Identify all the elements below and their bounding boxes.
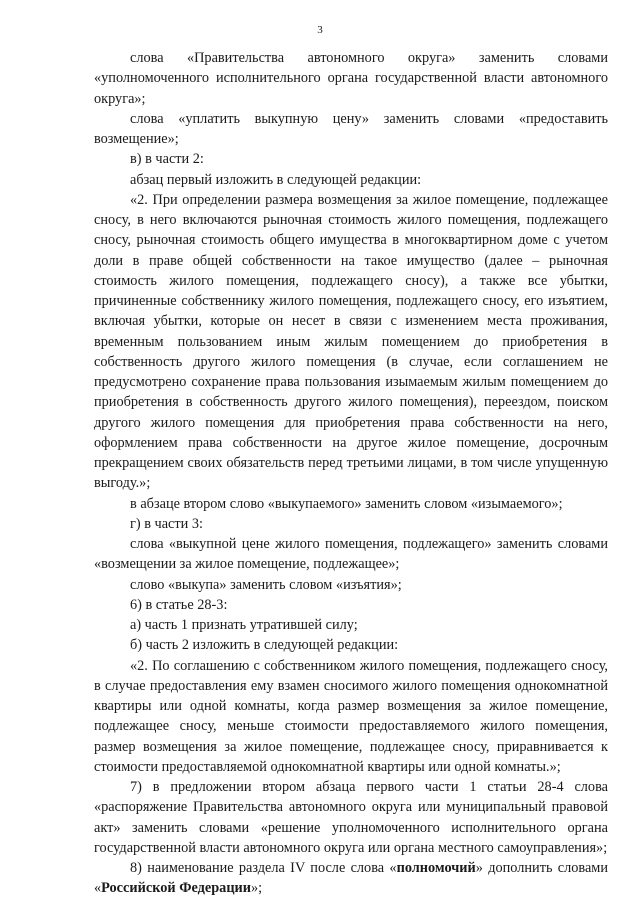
paragraph-text: г) в части 3: — [130, 515, 203, 532]
paragraph-item-v — [94, 149, 608, 169]
paragraph-text: в абзаце втором слово «выкупаемого» заменить словом «изымаемого»; — [130, 495, 563, 512]
paragraph-text: »; — [251, 880, 263, 897]
paragraph-item-6 — [94, 595, 608, 615]
paragraph-item-b — [94, 635, 608, 655]
page-number: 3 — [317, 24, 323, 36]
paragraph-text: абзац первый изложить в следующей редакции: — [130, 171, 422, 188]
paragraph-replace-buyout-price — [94, 534, 608, 575]
paragraph-replace-government — [94, 48, 608, 109]
bold-word-polnomochiy: полномочий — [396, 860, 476, 876]
paragraph-text: «2. При определении размера возмещения за жилое помещение, подлежащее сносу, в него включаются рыночная стоимость жилого помещения, подлежащего сносу, рыночная стоимость общего имущества в многоквартирном доме с учетом доли в праве общей собственности на такое имущество (далее – рыночная стоимость жилого помещения, подлежащего сносу), а также все убытки, причиненные собственнику жилого помещения, подлежащего сносу, его изъятием, включая убытки, которые он несет в связи с изменением места проживания, временным пользованием иным жилым помещением до приобретения в собственность другого жилого помещения (в случае, если соглашением не предусмотрено сохранение права пользования изымаемым жилым помещением до приобретения в собственность другого жилого помещения), переездом, поиском другого жилого помещения для приобретения права собственности на него, оформлением права собственности на другое жилое помещение, досрочным прекращением своих обязательств перед третьими лицами, в том числе упущенную выгоду.»; — [94, 191, 608, 492]
paragraph-text: 7) в предложении втором абзаца первого части 1 статьи 28-4 слова «распоряжение Правительства автономного округа или муниципальный правовой акт» заменить словами «решение уполномоченного исполнительного органа государственной власти автономного округа или органа местного самоуправления»; — [94, 779, 608, 856]
paragraph-text: слова «Правительства автономного округа» заменить словами «уполномоченного исполнительного органа государственной власти автономного округа»; — [94, 50, 608, 107]
paragraph-text: б) часть 2 изложить в следующей редакции: — [130, 637, 399, 654]
paragraph-quoted-part-2-new — [94, 656, 608, 778]
paragraph-replace-price — [94, 109, 608, 150]
paragraph-item-g — [94, 514, 608, 534]
paragraph-item-8 — [94, 858, 608, 899]
paragraph-text: 8) наименование раздела IV после слова « — [130, 860, 397, 876]
paragraph-quoted-part-2 — [94, 190, 608, 494]
paragraph-first-abzac — [94, 170, 608, 190]
paragraph-text: слова «выкупной цене жилого помещения, подлежащего» заменить словами «возмещении за жилое помещение, подлежащее»; — [94, 536, 608, 573]
paragraph-text: слово «выкупа» заменить словом «изъятия»; — [130, 576, 402, 593]
paragraph-text: слова «уплатить выкупную цену» заменить словами «предоставить возмещение»; — [94, 110, 608, 147]
document-body — [94, 48, 608, 899]
paragraph-replace-buyout — [94, 575, 608, 595]
paragraph-second-abzac — [94, 494, 608, 514]
paragraph-text: 6) в статье 28-3: — [130, 596, 228, 613]
paragraph-item-a — [94, 615, 608, 635]
paragraph-item-7 — [94, 777, 608, 858]
paragraph-text: «2. По соглашению с собственником жилого помещения, подлежащего сносу, в случае предоставления ему взамен сносимого жилого помещения однокомнатной квартиры или одной комнаты, когда размер возмещения за жилое помещение, подлежащее сносу, меньше стоимости предоставляемого жилого помещения, размер возмещения за жилое помещение, подлежащее сносу, приравнивается к стоимости предоставляемой однокомнатной квартиры или одной комнаты.»; — [94, 657, 608, 775]
bold-words-rf: Российской Федерации — [101, 880, 252, 897]
paragraph-text: а) часть 1 признать утратившей силу; — [130, 617, 358, 633]
paragraph-text: » дополнить словами « — [94, 860, 608, 897]
paragraph-text: в) в части 2: — [130, 151, 204, 168]
